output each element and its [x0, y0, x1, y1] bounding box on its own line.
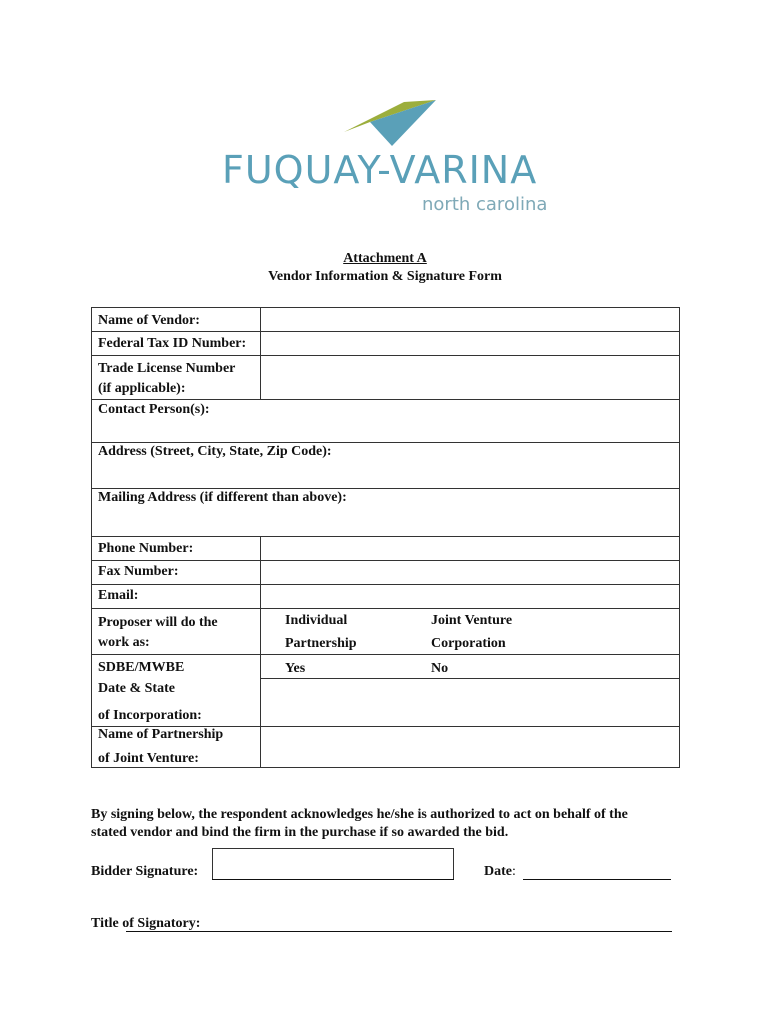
acknowledgement-text — [91, 806, 691, 842]
email-field[interactable] — [261, 585, 679, 608]
address-field[interactable] — [92, 443, 679, 488]
logo-subtitle: north carolina — [422, 194, 548, 215]
date-state-label-line1: Date & State — [98, 681, 175, 696]
proposer-label-line2: work as: — [98, 635, 150, 650]
date-state-label-line2: of Incorporation: — [98, 708, 202, 723]
partnership-name-field[interactable] — [261, 727, 679, 768]
trade-license-field[interactable] — [261, 356, 679, 399]
bidder-signature-label: Bidder Signature: — [91, 864, 199, 879]
name-of-vendor-label: Name of Vendor: — [98, 313, 200, 328]
logo-name: FUQUAY-VARINA — [222, 148, 538, 192]
trade-license-label — [98, 359, 235, 399]
trade-license-label-line1: Trade License Number — [98, 361, 236, 376]
federal-tax-id-field[interactable] — [261, 332, 679, 355]
sdbe-mwbe-label: SDBE/MWBE — [98, 660, 185, 675]
row-divider — [92, 654, 679, 655]
option-joint-venture[interactable]: Joint Venture — [431, 613, 513, 628]
date-label-colon: : — [512, 864, 516, 879]
trade-license-label-line2: (if applicable): — [98, 381, 186, 396]
federal-tax-id-label: Federal Tax ID Number: — [98, 336, 247, 351]
name-of-vendor-field[interactable] — [261, 309, 679, 331]
partnership-name-label-line1: Name of Partnership — [98, 727, 224, 742]
fax-number-label: Fax Number: — [98, 564, 179, 579]
date-state-field[interactable] — [261, 679, 679, 726]
acknowledgement-line2: stated vendor and bind the firm in the purchase if so awarded the bid. — [91, 825, 509, 840]
fax-number-field[interactable] — [261, 561, 679, 584]
proposer-label-line1: Proposer will do the — [98, 615, 218, 630]
date-label — [484, 864, 516, 880]
vendor-info-table — [91, 307, 680, 768]
option-corporation[interactable]: Corporation — [431, 636, 506, 651]
form-title: Vendor Information & Signature Form — [268, 269, 502, 284]
phone-number-field[interactable] — [261, 537, 679, 560]
proposer-label — [98, 613, 218, 653]
signature-row — [91, 848, 691, 888]
partnership-name-label-line2: of Joint Venture: — [98, 751, 199, 766]
date-field[interactable] — [523, 879, 671, 880]
logo-mark-icon — [222, 96, 552, 156]
row-divider — [92, 608, 679, 609]
mailing-address-field[interactable] — [92, 489, 679, 536]
address-label: Address (Street, City, State, Zip Code): — [98, 444, 332, 459]
attachment-title: Attachment A — [343, 251, 427, 266]
form-heading — [0, 250, 770, 286]
fuquay-varina-logo — [222, 96, 552, 221]
option-partnership[interactable]: Partnership — [285, 636, 357, 651]
option-no[interactable]: No — [431, 661, 449, 676]
bidder-signature-line — [212, 879, 454, 880]
email-label: Email: — [98, 588, 139, 603]
option-individual[interactable]: Individual — [285, 613, 348, 628]
contact-persons-label: Contact Person(s): — [98, 402, 210, 417]
title-of-signatory-label: Title of Signatory: — [91, 916, 201, 931]
contact-persons-field[interactable] — [92, 400, 679, 442]
title-of-signatory-field[interactable] — [126, 931, 672, 932]
date-label-text: Date — [484, 864, 512, 879]
mailing-address-label: Mailing Address (if different than above): — [98, 490, 347, 505]
phone-number-label: Phone Number: — [98, 541, 194, 556]
option-yes[interactable]: Yes — [285, 661, 306, 676]
bidder-signature-field[interactable] — [212, 848, 454, 880]
acknowledgement-line1: By signing below, the respondent acknowledges he/she is authorized to act on behalf of the — [91, 807, 628, 822]
